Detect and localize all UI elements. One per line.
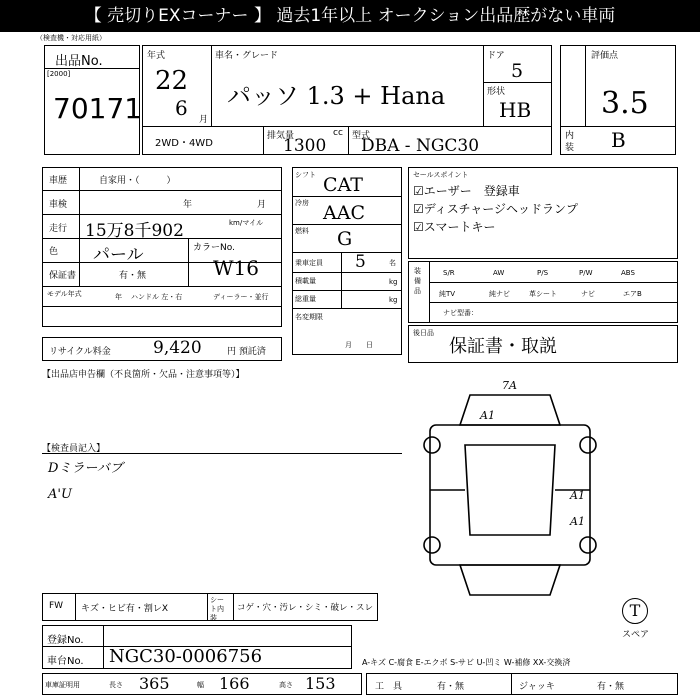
interior-label-2: 装 [565,143,575,153]
seats-value: 5 [355,252,366,272]
recycle-label: リサイクル料金 [49,347,111,357]
damage-legend: A-キズ C-腐食 E-エクボ S-サビ U-凹ミ W-補修 XX-交換済 [362,658,571,667]
ac-value: AAC [323,202,365,224]
width-label: 幅 [197,681,204,689]
equip-airbag: エアB [623,290,642,298]
body-label: 形状 [487,87,506,97]
dimensions-box [42,673,362,695]
jack-label: ジャッキ [519,682,555,692]
mileage-label: 走行 [49,224,68,234]
inspection-label: 車検 [49,200,68,210]
damage-mark-front: 7A [502,379,517,392]
width-value: 166 [219,674,250,693]
recycle-value: 9,420 [153,338,202,358]
recycle-unit: 円 預託済 [227,347,266,357]
car-trunk [460,565,560,595]
interior-value: B [611,128,626,152]
type-value: DBA - NGC30 [361,136,480,156]
score-box [560,45,676,155]
body-value: HB [499,98,532,122]
accessories-label: 後日品 [413,329,434,337]
accessories-value: 保証書・取説 [449,336,557,357]
sales-point-2: ☑ディスチャージヘッドランプ [413,202,578,216]
height-label: 高さ [279,681,293,689]
damage-mark-hood: A1 [480,409,495,422]
inspection-month: 月 [257,200,267,210]
damage-mark-right: A1 [570,489,585,502]
mileage-value: 15万8千902 [85,221,184,241]
registration-no-label: 登録No. [47,635,84,646]
registration-box [42,625,352,669]
sales-points-label: セールスポイント [413,171,469,179]
fuel-label: 燃料 [295,227,309,235]
lot-number: 70171 [53,92,143,125]
tools-box [366,673,678,695]
inspector-note-1: Dミラーバブ [48,461,123,476]
model-year-label: モデル年式 [47,290,82,298]
handle-label: ハンドル 左・右 [131,293,183,301]
registration-label: 車歴 [49,176,68,186]
recycle-box [42,337,282,361]
name-change-unit: 月 日 [345,341,373,349]
equip-sunroof: S/R [443,269,455,277]
month-value: 6 [175,96,188,120]
color-label: 色 [49,247,59,257]
length-label: 長さ [109,681,123,689]
warranty-options: 有・無 [119,271,147,281]
car-roof [465,445,555,535]
warranty-label: 保証書 [49,271,77,281]
mileage-unit: km/マイル [229,219,264,227]
condition-box [42,593,378,621]
equip-leather-seats: 革シート [529,290,557,298]
sales-point-1: ☑エーザー 登録車 [413,184,520,198]
lot-box [44,45,143,155]
displacement-value: 1300 [283,136,327,156]
fuel-value: G [337,228,353,250]
length-value: 365 [139,674,170,693]
year-label: 年式 [147,51,166,61]
equip-navi: ナビ [581,290,595,298]
score-value: 3.5 [601,86,649,121]
sales-point-3: ☑スマートキー [413,220,496,234]
shift-value: CAT [323,174,363,196]
equipment-box [408,261,678,323]
score-label: 評価点 [591,51,619,61]
car-diagram [410,375,610,605]
sales-points-box [408,167,678,259]
car-body-outline [430,425,590,565]
car-hood [460,395,560,425]
doors-value: 5 [511,60,524,82]
equipment-label: 装備品 [414,267,421,295]
auction-sheet [10,35,692,697]
auction-banner: 【 売切りEXコーナー 】 過去1年以上 オークション出品歴がない車両 [0,0,700,32]
color-no-value: W16 [213,256,260,280]
equip-alloy-wheels: AW [493,269,505,277]
damage-mark-right-rear: A1 [570,515,585,528]
type-label: 型式 [352,131,371,141]
jack-options: 有・無 [597,682,625,692]
drive-label: 2WD・4WD [155,138,213,149]
equip-oem-navi: 純ナビ [489,290,510,298]
doors-label: ドア [487,51,505,61]
spare-tire-label: スペア [622,630,650,640]
chassis-no-value: NGC30-0006756 [109,646,263,667]
vehicle-info-box [142,45,552,155]
inspection-year: 年 [183,200,193,210]
gross-weight-unit: kg [389,296,398,304]
equip-power-windows: P/W [579,269,593,277]
seats-unit: 名 [389,259,396,267]
model-year-unit: 年 [115,293,122,301]
tools-label: 工 具 [375,682,403,692]
load-unit: kg [389,278,398,286]
name-change-label: 名変期限 [295,313,323,321]
history-box [42,167,282,327]
displacement-unit: cc [333,128,343,138]
mechanical-box [292,167,402,355]
dealer-label: ディーラー・並行 [213,293,269,301]
registration-options: 自家用・（ ） [99,176,176,186]
year-value: 22 [155,66,189,96]
lot-stamp: [2000] [47,70,71,78]
interior-label-1: 内 [565,131,575,141]
seller-notice-label: 【出品店申告欄（不良箇所・欠品・注意事項等）】 [42,370,245,380]
dimensions-label: 車庫証明用 [45,681,80,689]
month-unit: 月 [199,115,209,125]
tools-options: 有・無 [437,682,465,692]
lot-label: 出品No. [55,54,103,69]
shift-label: シフト [295,171,316,179]
seat-interior-label: シート内装 [210,596,224,622]
seats-label: 乗車定員 [295,259,323,267]
color-value: パール [93,245,144,265]
color-no-label: カラーNo. [193,243,235,253]
model-value: パッソ 1.3 + Hana [227,82,446,110]
seat-interior-text: コゲ・穴・汚レ・シミ・破レ・スレ [237,603,374,613]
top-note: （検査機・対応用紙） [36,34,106,42]
model-label: 車名・グレード [215,51,279,61]
load-label: 積載量 [295,277,316,285]
windshield-text: キズ・ヒビ有・割レX [81,604,168,614]
equip-power-steering: P/S [537,269,549,277]
windshield-label: FW [49,601,64,611]
displacement-label: 排気量 [267,131,295,141]
equip-abs: ABS [621,269,635,277]
navi-model-label: ナビ型番： [443,309,478,317]
chassis-no-label: 車台No. [47,656,84,667]
inspector-label: 【検査員記入】 [42,444,106,454]
inspector-note-2: A'U [48,487,72,502]
height-value: 153 [305,674,336,693]
spare-tire-mark: T [622,598,648,624]
gross-weight-label: 総重量 [295,295,316,303]
accessories-box [408,325,678,363]
equip-oem-tv: 純TV [439,290,456,298]
ac-label: 冷房 [295,199,309,207]
